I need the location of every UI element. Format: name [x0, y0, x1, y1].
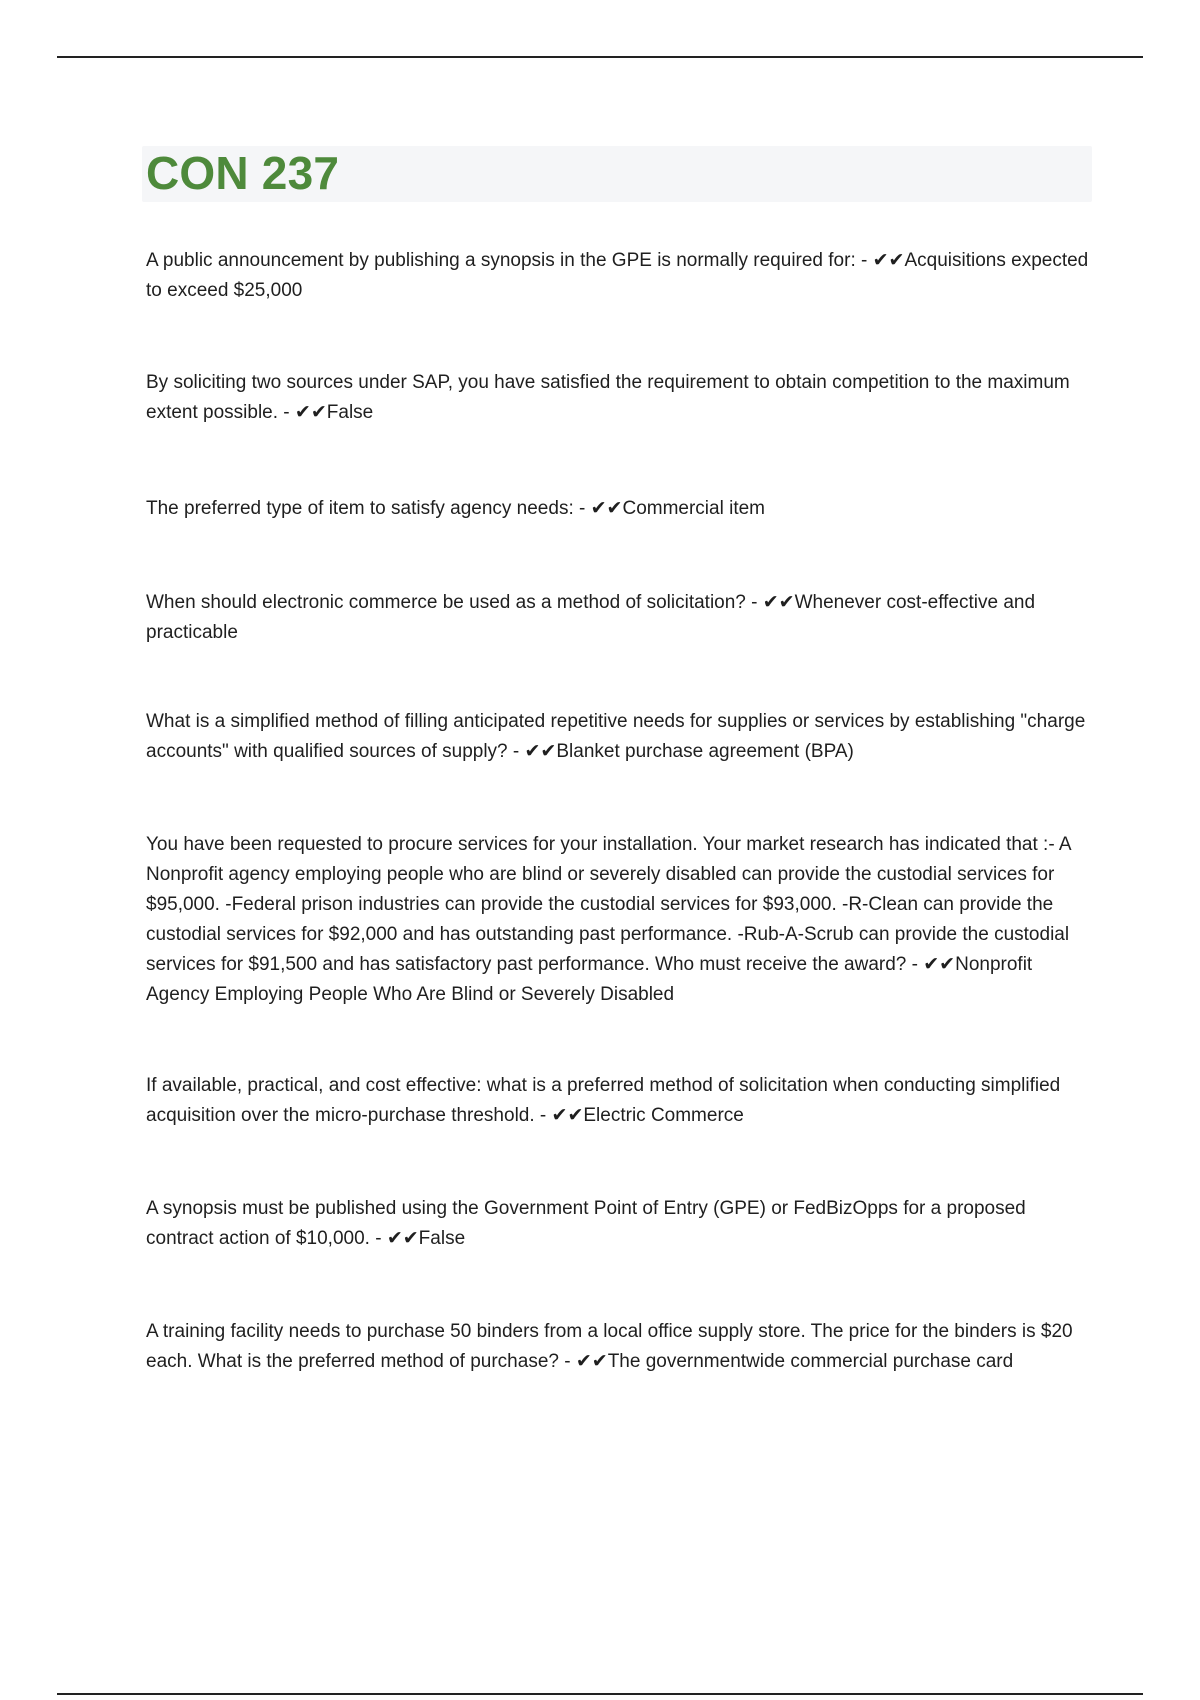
answer-text: False	[418, 1228, 466, 1249]
check-marks-icon: ✔✔	[762, 592, 795, 613]
question-text: If available, practical, and cost effective: what is a preferred method of solicitation when conducting simplified acquisition over the micro-purchase threshold.	[146, 1075, 1061, 1126]
top-rule	[57, 56, 1143, 58]
answer-text: Electric Commerce	[583, 1105, 744, 1126]
qa-item-1	[146, 246, 1096, 306]
check-marks-icon: ✔✔	[551, 1105, 584, 1126]
check-marks-icon: ✔✔	[294, 402, 327, 423]
separator: -	[745, 592, 763, 613]
separator: -	[855, 250, 873, 271]
qa-item-2	[146, 368, 1096, 428]
check-marks-icon: ✔✔	[524, 741, 557, 762]
answer-text: Commercial item	[622, 498, 765, 519]
answer-text: The governmentwide commercial purchase card	[607, 1351, 1014, 1372]
separator: -	[534, 1105, 552, 1126]
question-text: By soliciting two sources under SAP, you have satisfied the requirement to obtain competition to the maximum extent possible.	[146, 372, 1070, 423]
separator: -	[369, 1228, 387, 1249]
bottom-rule	[57, 1693, 1143, 1695]
question-text: A training facility needs to purchase 50 binders from a local office supply store. The price for the binders is $20 each. What is the preferred method of purchase?	[146, 1321, 1073, 1372]
question-text: The preferred type of item to satisfy agency needs:	[146, 498, 574, 519]
qa-item-9	[146, 1317, 1096, 1377]
qa-item-6	[146, 830, 1096, 1010]
question-text: A public announcement by publishing a synopsis in the GPE is normally required for:	[146, 250, 856, 271]
answer-text: Nonprofit Agency Employing People Who Are Blind or Severely Disabled	[146, 954, 1033, 1005]
check-marks-icon: ✔✔	[575, 1351, 608, 1372]
question-text: What is a simplified method of filling anticipated repetitive needs for supplies or services by establishing "charge accounts" with qualified sources of supply?	[146, 711, 1086, 762]
separator: -	[278, 402, 295, 423]
qa-item-5	[146, 707, 1096, 767]
qa-item-4	[146, 588, 1096, 648]
qa-item-3	[146, 494, 1096, 524]
answer-text: False	[326, 402, 374, 423]
qa-item-8	[146, 1194, 1096, 1254]
check-marks-icon: ✔✔	[923, 954, 956, 975]
question-text: A synopsis must be published using the Government Point of Entry (GPE) or FedBizOpps for a proposed contract action of $10,000.	[146, 1198, 1026, 1249]
separator: -	[906, 954, 924, 975]
qa-item-7	[146, 1071, 1096, 1131]
check-marks-icon: ✔✔	[590, 498, 623, 519]
separator: -	[573, 498, 591, 519]
separator: -	[558, 1351, 576, 1372]
separator: -	[507, 741, 525, 762]
question-text: You have been requested to procure services for your installation. Your market research has indicated that :- A Nonprofit agency employing people who are blind or severely disabled can provide the custodial services for $95,000. -Federal prison industries can provide the custodial services for $93,000. -R-Clean can provide the custodial services for $92,000 and has outstanding past performance. -Rub-A-Scrub can provide the custodial services for $91,500 and has satisfactory past performance. Who must receive the award?	[146, 834, 1071, 975]
answer-text: Whenever cost-effective and practicable	[146, 592, 1036, 643]
answer-text: Blanket purchase agreement (BPA)	[556, 741, 854, 762]
answer-text: Acquisitions expected to exceed $25,000	[146, 250, 1089, 301]
document-title: CON 237	[146, 147, 340, 199]
check-marks-icon: ✔✔	[872, 250, 905, 271]
question-text: When should electronic commerce be used as a method of solicitation?	[146, 592, 746, 613]
check-marks-icon: ✔✔	[386, 1228, 419, 1249]
